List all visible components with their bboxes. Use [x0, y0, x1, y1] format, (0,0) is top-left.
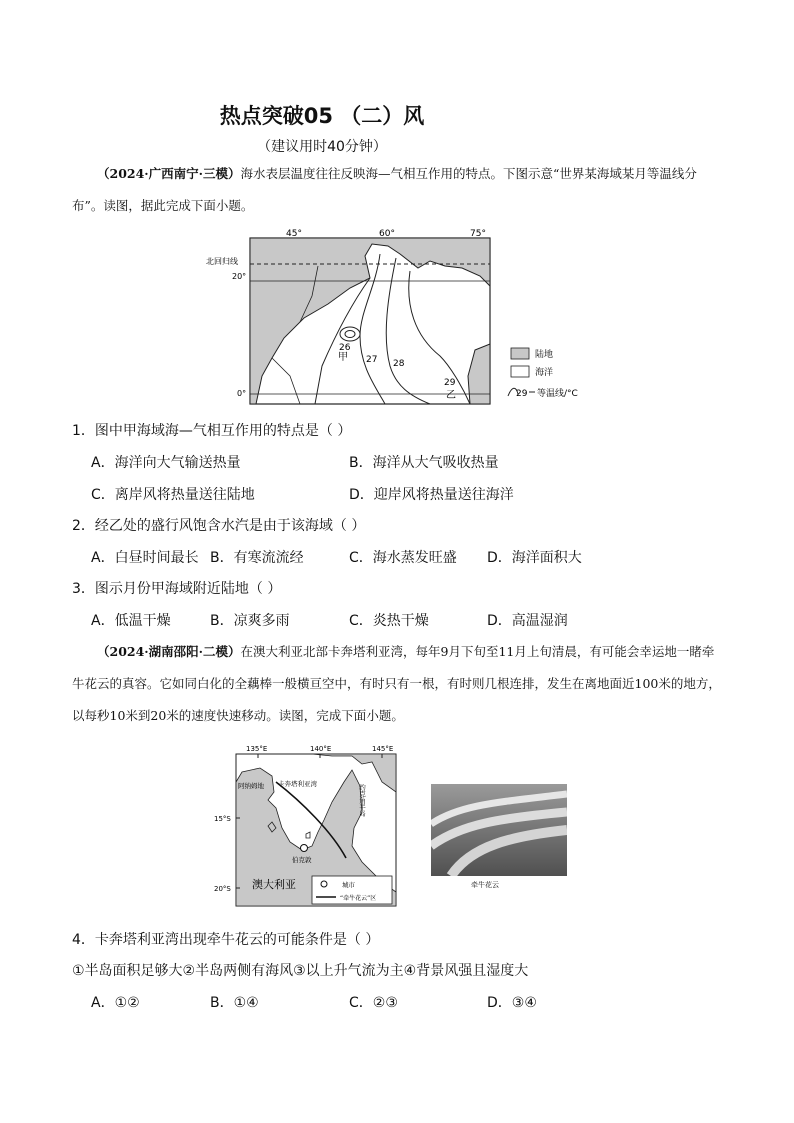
lat-20s: 20°S — [214, 885, 231, 893]
q1-stem: 1．图中甲海域海—气相互作用的特点是（ ） — [72, 423, 352, 439]
q2-option-b[interactable]: B．有寒流流经 — [210, 550, 304, 566]
lon-45: 45° — [286, 229, 302, 239]
q1-option-a[interactable]: A．海洋向大气输送热量 — [91, 455, 241, 471]
page-subtitle: （建议用时40分钟） — [257, 139, 387, 155]
place-australia: 澳大利亚 — [252, 878, 296, 891]
legend-sea-swatch — [511, 366, 529, 377]
passage-2-text: 在澳大利亚北部卡奔塔利亚湾，每年9月下旬至11月上旬清晨，有可能会幸运地一睹牵牛花云的真容。它如同白化的全藕棒一般横亘空中，有时只有一根，有时则几根连排，发生在离地面近100米的地方，以每秒10米到20米的速度快速移动。读图，完成下面小题。 — [72, 644, 721, 723]
australia-map — [212, 742, 402, 912]
lon-75: 75° — [470, 229, 486, 239]
place-burketown: 伯克敦 — [292, 856, 312, 864]
isotherm-26: 26 — [339, 343, 351, 353]
q4-option-d[interactable]: D．③④ — [487, 995, 537, 1011]
photo-caption: 牵牛花云 — [471, 881, 499, 889]
passage-2 — [72, 636, 722, 732]
q2-stem: 2．经乙处的盛行风饱含水汽是由于该海域（ ） — [72, 518, 366, 534]
legend-land: 陆地 — [535, 350, 554, 360]
legend-city: 城市 — [342, 881, 355, 889]
q3-option-b[interactable]: B．凉爽多雨 — [210, 613, 290, 629]
legend-isotherm-value: 29 — [516, 389, 528, 399]
isotherm-28: 28 — [393, 359, 405, 369]
q3-stem: 3．图示月份甲海域附近陆地（ ） — [72, 581, 282, 597]
place-arnhem: 阿纳姆地 — [238, 782, 264, 790]
morning-glory-photo — [431, 784, 567, 876]
place-yi: 乙 — [446, 390, 456, 401]
q1-option-d[interactable]: D．迎岸风将热量送往海洋 — [349, 487, 514, 503]
lon-135e: 135°E — [246, 745, 268, 753]
q4-option-b[interactable]: B．①④ — [210, 995, 259, 1011]
q2-option-c[interactable]: C．海水蒸发旺盛 — [349, 550, 457, 566]
isotherm-27: 27 — [366, 355, 378, 365]
lat-15s: 15°S — [214, 815, 231, 823]
q2-option-d[interactable]: D．海洋面积大 — [487, 550, 582, 566]
lat-20: 20° — [232, 272, 247, 281]
legend-isotherm: 等温线/°C — [537, 389, 578, 399]
legend-land-swatch — [511, 348, 529, 359]
q1-option-b[interactable]: B．海洋从大气吸收热量 — [349, 455, 499, 471]
q3-option-a[interactable]: A．低温干燥 — [91, 613, 171, 629]
passage-2-source: （2024·湖南邵阳·二模） — [97, 644, 241, 659]
place-gulf: 卡奔塔利亚湾 — [278, 780, 317, 788]
place-cape-york: 约克角半岛 — [358, 784, 366, 817]
q3-option-c[interactable]: C．炎热干燥 — [349, 613, 429, 629]
legend-sea: 海洋 — [535, 368, 554, 378]
lon-140e: 140°E — [310, 745, 332, 753]
place-jia: 甲 — [338, 352, 348, 363]
q4-stem: 4．卡奔塔利亚湾出现牵牛花云的可能条件是（ ） — [72, 932, 380, 948]
lat-0: 0° — [237, 389, 247, 398]
q4-option-c[interactable]: C．②③ — [349, 995, 398, 1011]
passage-1-source: （2024·广西南宁·三模） — [97, 166, 241, 181]
q3-option-d[interactable]: D．高温湿润 — [487, 613, 568, 629]
isotherm-29: 29 — [444, 378, 456, 388]
passage-1 — [72, 158, 722, 222]
page-title: 热点突破05 （二）风 — [219, 104, 425, 128]
lon-60: 60° — [379, 229, 395, 239]
q1-option-c[interactable]: C．离岸风将热量送往陆地 — [91, 487, 255, 503]
passage-1-text: 海水表层温度往往反映海—气相互作用的特点。下图示意“世界某海域某月等温线分布”。读图，据此完成下面小题。 — [72, 166, 697, 213]
q4-conditions: ①半岛面积足够大②半岛两侧有海风③以上升气流为主④背景风强且湿度大 — [72, 963, 529, 979]
isotherm-map — [200, 226, 600, 408]
legend-cloud-zone: “牵牛花云”区 — [340, 895, 377, 902]
lon-145e: 145°E — [372, 745, 394, 753]
q2-option-a[interactable]: A．白昼时间最长 — [91, 550, 199, 566]
q4-option-a[interactable]: A．①② — [91, 995, 140, 1011]
tropic-label: 北回归线 — [206, 257, 238, 266]
